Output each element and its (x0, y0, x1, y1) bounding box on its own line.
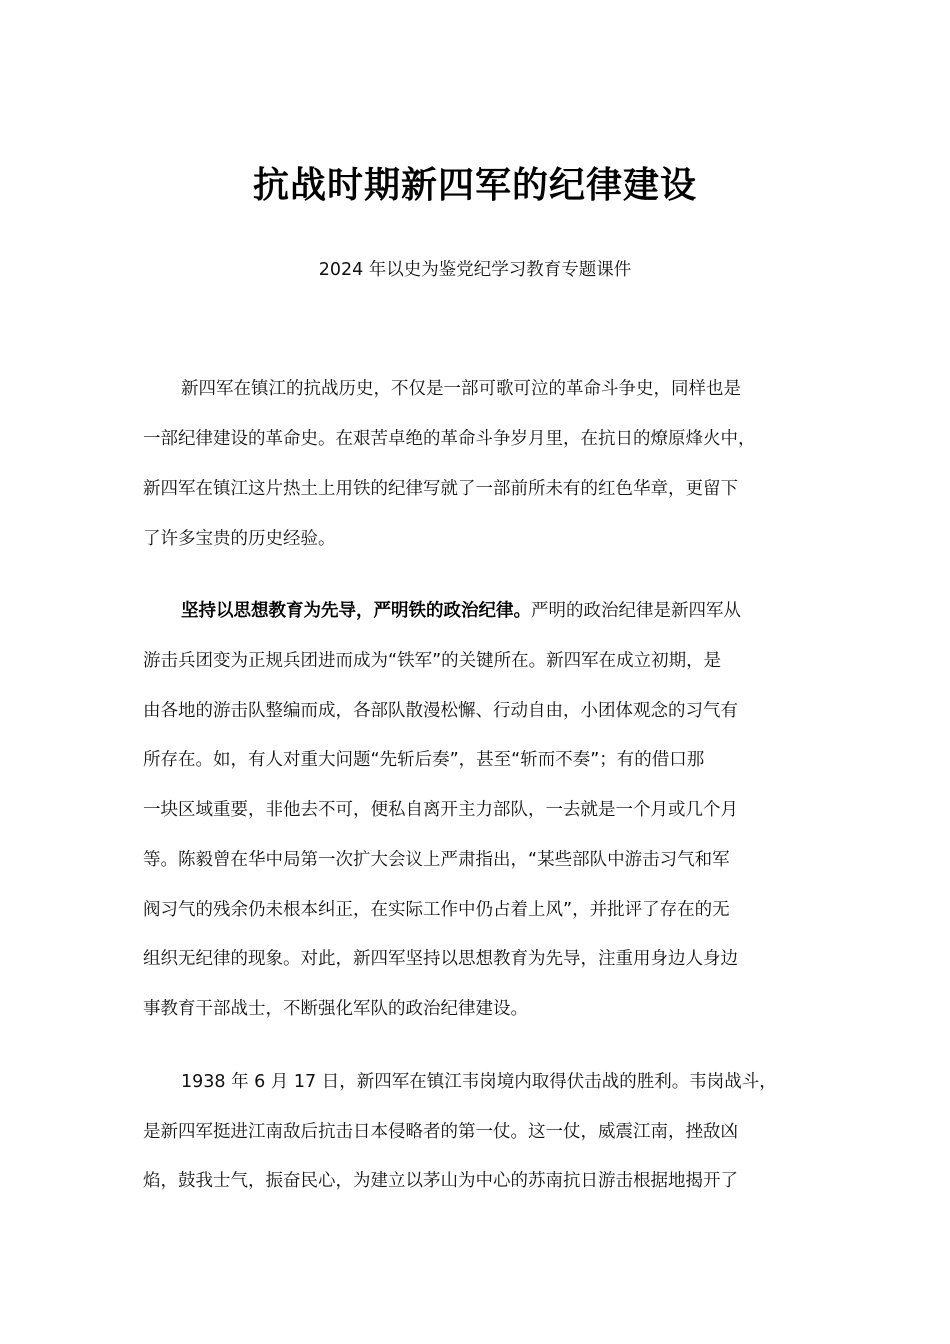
paragraph-line: 新四军在镇江的抗战历史，不仅是一部可歌可泣的革命斗争史，同样也是 (181, 379, 741, 399)
document-subtitle: 2024 年以史为鉴党纪学习教育专题课件 (318, 260, 632, 280)
paragraph-line: 了许多宝贵的历史经验。 (143, 529, 336, 549)
paragraph-line: 事教育干部战士，不断强化军队的政治纪律建设。 (143, 999, 528, 1019)
paragraph-first-line (143, 596, 823, 626)
paragraph-line: 等。陈毅曾在华中局第一次扩大会议上严肃指出，“某些部队中游击习气和军 (143, 850, 730, 870)
paragraph-line: 阀习气的残余仍未根本纠正，在实际工作中仍占着上风”，并批评了存在的无 (143, 900, 730, 920)
paragraph-line-rest: 严明的政治纪律是新四军从 (531, 601, 741, 621)
paragraph-line: 由各地的游击队整编而成，各部队散漫松懈、行动自由，小团体观念的习气有 (143, 701, 738, 721)
paragraph-lead-heading: 坚持以思想教育为先导，严明铁的政治纪律。 (181, 601, 531, 621)
paragraph-line: 一块区域重要，非他去不可，便私自离开主力部队，一去就是一个月或几个月 (143, 800, 738, 820)
paragraph-line: 一部纪律建设的革命史。在艰苦卓绝的革命斗争岁月里，在抗日的燎原烽火中， (143, 429, 756, 449)
paragraph-line: 游击兵团变为正规兵团进而成为“铁军”的关键所在。新四军在成立初期，是 (143, 651, 722, 671)
paragraph-line: 焰，鼓我士气，振奋民心，为建立以茅山为中心的苏南抗日游击根据地揭开了 (143, 1171, 738, 1191)
paragraph-line: 组织无纪律的现象。对此，新四军坚持以思想教育为先导，注重用身边人身边 (143, 949, 738, 969)
document-title: 抗战时期新四军的纪律建设 (252, 165, 697, 206)
paragraph-line: 是新四军挺进江南敌后抗击日本侵略者的第一仗。这一仗，威震江南，挫敌凶 (143, 1122, 738, 1142)
paragraph-line: 新四军在镇江这片热土上用铁的纪律写就了一部前所未有的红色华章，更留下 (143, 479, 738, 499)
paragraph-line: 所存在。如，有人对重大问题“先斩后奏”，甚至“斩而不奏”；有的借口那 (143, 750, 705, 770)
paragraph-line: 1938 年 6 月 17 日，新四军在镇江韦岗境内取得伏击战的胜利。韦岗战斗， (181, 1072, 777, 1092)
